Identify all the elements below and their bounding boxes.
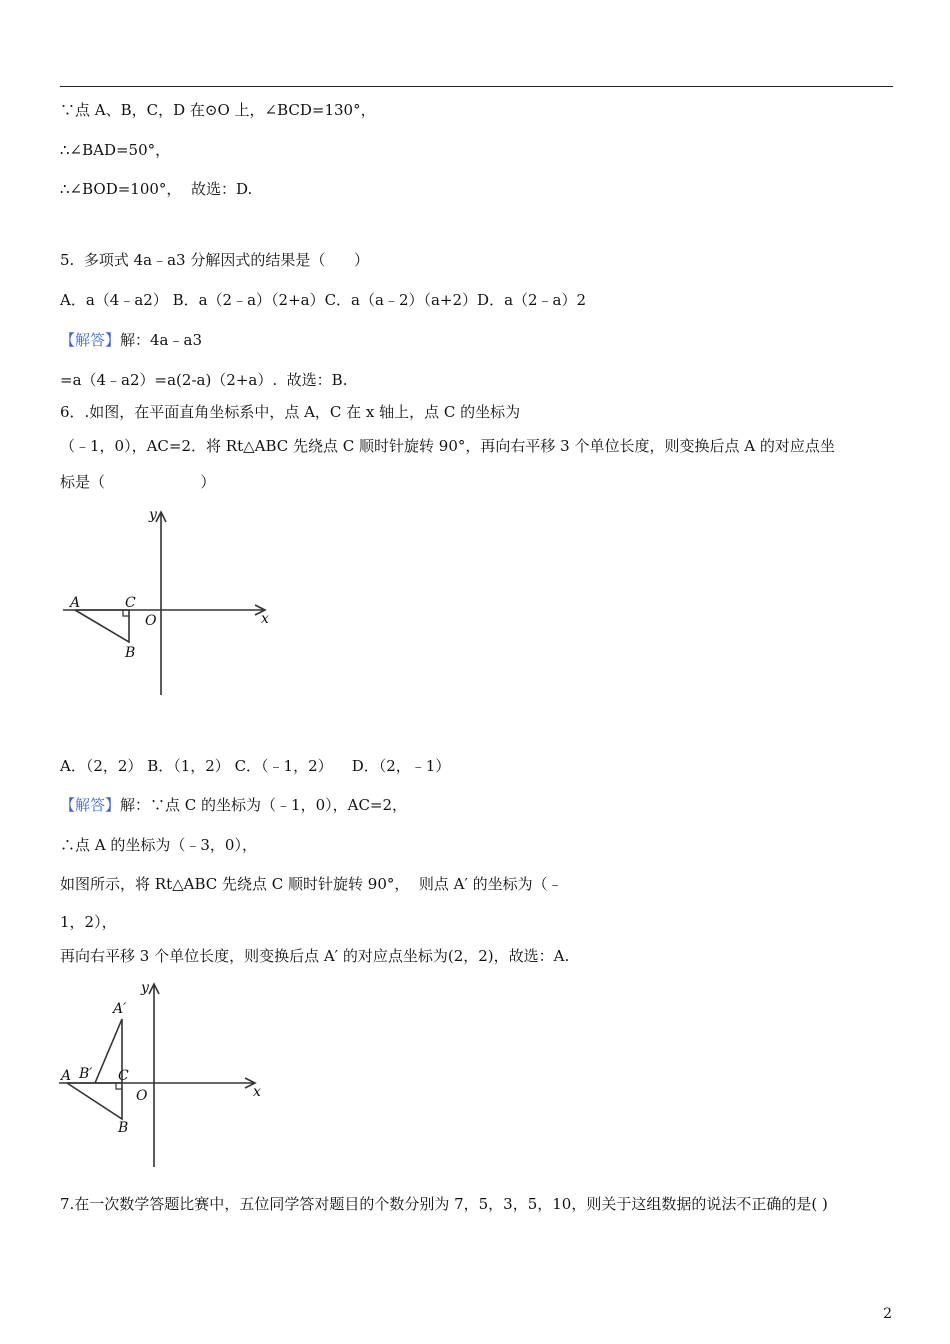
answer-6-step: 1，2）， bbox=[60, 913, 117, 931]
label-b-prime: B′ bbox=[79, 1066, 93, 1082]
label-b: B bbox=[125, 645, 136, 661]
question-6-cont: （﹣1，0），AC=2．将 Rt△ABC 先绕点 C 顺时针旋转 90°，再向右平移 3 个单位长度，则变换后点 A 的对应点坐 bbox=[60, 437, 835, 455]
header-rule bbox=[60, 86, 893, 87]
question-5: 5. 多项式 4a﹣a3 分解因式的结果是（ ） bbox=[60, 251, 369, 269]
answer-6-step: 再向右平移 3 个单位长度，则变换后点 A′ 的对应点坐标为(2，2)，故选：A. bbox=[60, 947, 570, 965]
label-x: x bbox=[261, 611, 269, 627]
answer-label: 【解答】 bbox=[60, 331, 121, 349]
answer-6-line bbox=[60, 795, 407, 815]
label-a: A bbox=[70, 595, 81, 611]
text-line: ∴∠BAD=50°， bbox=[60, 141, 171, 159]
triangle-abc bbox=[67, 1083, 122, 1119]
answer-text: 解：4a﹣a3 bbox=[120, 331, 202, 349]
figure-question-6 bbox=[55, 500, 285, 700]
question-7: 7.在一次数学答题比赛中，五位同学答对题目的个数分别为 7，5，3，5，10，则关于这组数据的说法不正确的是( ) bbox=[60, 1195, 828, 1213]
label-y: y bbox=[141, 980, 149, 996]
answer-5-line bbox=[60, 330, 202, 350]
answer-label: 【解答】 bbox=[60, 796, 121, 814]
triangle-abc bbox=[75, 610, 129, 642]
question-6-cont: 标是（ ） bbox=[60, 473, 216, 491]
question-6-options: A．（2，2） B．（1，2） C．（﹣1，2） D．（2，﹣1） bbox=[60, 757, 451, 775]
answer-text: 解：∵点 C 的坐标为（﹣1，0），AC=2， bbox=[120, 796, 408, 814]
label-a-prime: A′ bbox=[113, 1001, 127, 1017]
answer-6-step: 如图所示，将 Rt△ABC 先绕点 C 顺时针旋转 90°， 则点 A′ 的坐标为（﹣ bbox=[60, 875, 563, 893]
label-y: y bbox=[149, 507, 157, 523]
answer-6-step: ∴点 A 的坐标为（﹣3，0）， bbox=[60, 836, 257, 854]
label-c: C bbox=[118, 1068, 129, 1084]
text-line: ∵点 A、B，C，D 在⊙O 上，∠BCD=130°， bbox=[60, 101, 376, 119]
label-o: O bbox=[136, 1088, 148, 1104]
question-6: 6．.如图，在平面直角坐标系中，点 A，C 在 x 轴上，点 C 的坐标为 bbox=[60, 403, 521, 421]
figure-answer-6 bbox=[55, 976, 285, 1172]
question-5-options: A．a（4﹣a2） B．a（2﹣a）（2+a）C．a（a﹣2）（a+2）D．a（2﹣a）2 bbox=[60, 291, 587, 309]
page-number: 2 bbox=[883, 1306, 892, 1322]
answer-5-steps: =a（4﹣a2）=a(2-a)（2+a）. 故选：B. bbox=[60, 371, 348, 389]
label-b: B bbox=[118, 1120, 129, 1136]
text-line: ∴∠BOD=100°， 故选：D. bbox=[60, 180, 253, 198]
label-a: A bbox=[61, 1068, 72, 1084]
label-c: C bbox=[125, 595, 136, 611]
label-o: O bbox=[145, 613, 157, 629]
label-x: x bbox=[253, 1084, 261, 1100]
